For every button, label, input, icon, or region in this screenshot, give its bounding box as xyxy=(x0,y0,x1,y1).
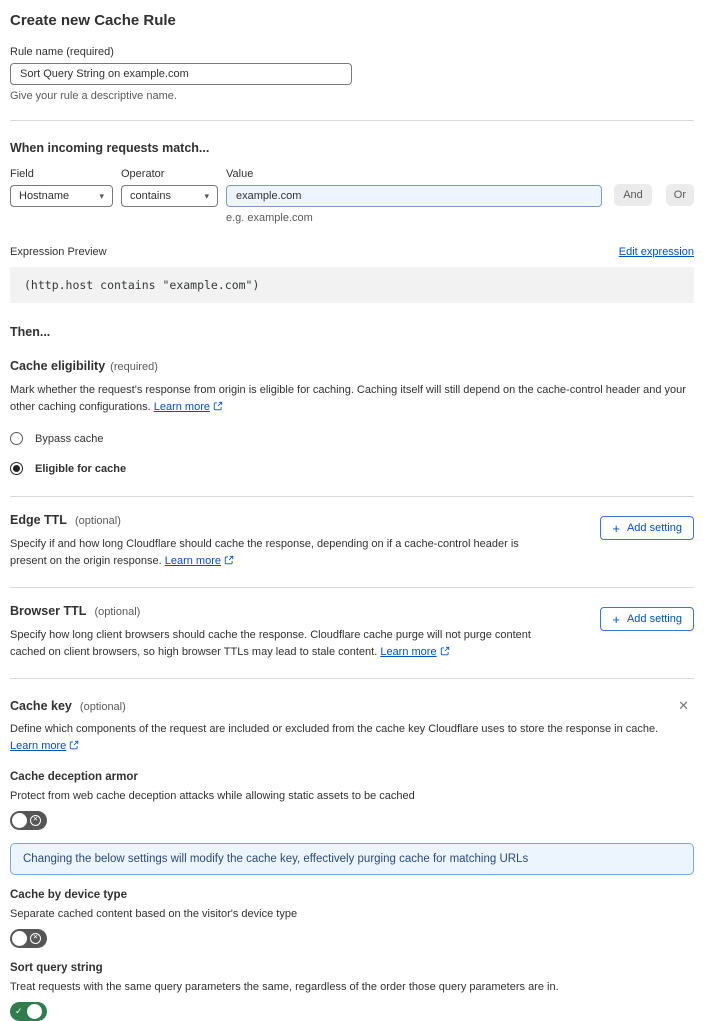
edit-expression-link[interactable]: Edit expression xyxy=(618,246,694,258)
browser-ttl-description xyxy=(10,627,555,660)
expression-header xyxy=(10,246,694,258)
browser-ttl-learn-more-link[interactable] xyxy=(380,646,449,658)
divider xyxy=(10,678,694,679)
browser-ttl-add-setting-button[interactable] xyxy=(600,607,694,631)
cache-key-description xyxy=(10,721,694,754)
rule-name-group xyxy=(10,46,694,102)
chevron-down-icon: ▾ xyxy=(204,190,209,201)
cache-eligibility-description xyxy=(10,382,694,415)
divider xyxy=(10,496,694,497)
toggle-x-icon: ✕ xyxy=(30,933,41,944)
learn-more-label: Learn more xyxy=(380,645,437,658)
browser-ttl-heading: Browser TTL xyxy=(10,604,87,618)
toggle-check-icon: ✓ xyxy=(15,1006,23,1016)
page-title: Create new Cache Rule xyxy=(10,12,176,29)
radio-eligible-for-cache-label: Eligible for cache xyxy=(35,462,127,475)
field-select[interactable] xyxy=(10,185,113,207)
browser-ttl-heading-row xyxy=(10,604,555,618)
edge-ttl-text xyxy=(10,513,600,569)
operator-select-value: contains xyxy=(130,190,171,202)
operator-column xyxy=(121,168,218,207)
divider xyxy=(10,120,694,121)
sort-query-string-description: Treat requests with the same query parameters the same, regardless of the order those query parameters are in. xyxy=(10,981,559,993)
expression-code-box: (http.host contains "example.com") xyxy=(10,267,694,303)
browser-ttl-section xyxy=(10,604,694,660)
toggle-knob xyxy=(27,1004,42,1019)
chevron-down-icon: ▾ xyxy=(99,190,104,201)
cache-key-heading: Cache key xyxy=(10,699,72,713)
edge-ttl-heading: Edge TTL xyxy=(10,513,67,527)
edge-ttl-description-text: Specify if and how long Cloudflare should cache the response, depending on if a cache-control header is present on the origin response. xyxy=(10,538,519,567)
cache-by-device-type-description: Separate cached content based on the visitor's device type xyxy=(10,908,298,920)
field-label: Field xyxy=(10,168,34,180)
match-heading: When incoming requests match... xyxy=(10,141,210,155)
add-setting-label: Add setting xyxy=(626,522,682,534)
cache-key-qualifier: (optional) xyxy=(79,701,126,713)
cache-key-heading-row xyxy=(10,699,694,713)
cache-deception-armor-toggle[interactable] xyxy=(10,811,47,830)
operator-label: Operator xyxy=(121,168,165,180)
external-link-icon xyxy=(213,401,223,411)
edge-ttl-heading-row xyxy=(10,513,555,527)
browser-ttl-text xyxy=(10,604,600,660)
value-input[interactable] xyxy=(226,185,602,207)
cache-key-notice-banner: Changing the below settings will modify the cache key, effectively purging cache for matching URLs xyxy=(10,843,694,875)
and-button[interactable]: And xyxy=(614,184,652,206)
learn-more-label: Learn more xyxy=(164,554,221,567)
cache-by-device-type-toggle[interactable] xyxy=(10,929,47,948)
external-link-icon xyxy=(440,646,450,656)
radio-bypass-cache[interactable] xyxy=(10,432,694,445)
then-heading: Then... xyxy=(10,325,51,339)
value-label: Value xyxy=(226,168,254,180)
edge-ttl-description xyxy=(10,536,555,569)
learn-more-label: Learn more xyxy=(10,739,67,752)
edge-ttl-section xyxy=(10,513,694,569)
toggle-knob xyxy=(12,931,27,946)
toggle-x-icon: ✕ xyxy=(30,815,41,826)
expression-preview-label: Expression Preview xyxy=(10,246,107,258)
external-link-icon xyxy=(224,555,234,565)
cache-eligibility-qualifier: (required) xyxy=(110,361,158,373)
or-button[interactable]: Or xyxy=(666,184,694,206)
edge-ttl-qualifier: (optional) xyxy=(75,515,121,527)
cache-deception-armor-heading: Cache deception armor xyxy=(10,771,138,783)
field-column xyxy=(10,168,113,207)
operator-select[interactable] xyxy=(121,185,218,207)
cache-key-learn-more-link[interactable] xyxy=(10,740,79,752)
value-helper: e.g. example.com xyxy=(226,212,313,224)
toggle-knob xyxy=(12,813,27,828)
cache-deception-armor-description: Protect from web cache deception attacks while allowing static assets to be cached xyxy=(10,790,415,802)
close-icon[interactable]: ✕ xyxy=(678,698,689,713)
cache-by-device-type-heading: Cache by device type xyxy=(10,889,127,901)
cache-eligibility-heading: Cache eligibility xyxy=(10,359,106,373)
radio-eligible-for-cache[interactable] xyxy=(10,462,694,475)
field-select-value: Hostname xyxy=(19,190,70,202)
value-column xyxy=(226,168,602,224)
browser-ttl-qualifier: (optional) xyxy=(94,606,141,618)
match-builder-row xyxy=(10,168,694,224)
logic-buttons xyxy=(614,168,694,206)
browser-ttl-description-text: Specify how long client browsers should cache the response. Cloudflare cache purge will not purge content cached on client browsers, so high browser TTLs may lead to stale content. xyxy=(10,629,531,658)
cache-key-description-text: Define which components of the request are included or excluded from the cache key Cloudflare uses to store the response in cache. xyxy=(10,723,659,735)
learn-more-label: Learn more xyxy=(153,400,210,413)
radio-bypass-cache-label: Bypass cache xyxy=(35,432,104,445)
plus-icon: + xyxy=(612,520,620,536)
external-link-icon xyxy=(69,740,79,750)
edge-ttl-learn-more-link[interactable] xyxy=(165,555,234,567)
radio-circle-checked[interactable] xyxy=(10,462,23,475)
cache-eligibility-learn-more-link[interactable] xyxy=(154,401,223,413)
cache-eligibility-description-text: Mark whether the request's response from origin is eligible for caching. Caching itself will still depend on the cache-control header and your other caching configurations. xyxy=(10,384,686,413)
cache-eligibility-heading-row xyxy=(10,359,694,373)
rule-name-helper: Give your rule a descriptive name. xyxy=(10,90,177,102)
cache-key-section xyxy=(10,699,694,1021)
edge-ttl-add-setting-button[interactable] xyxy=(600,516,694,540)
sort-query-string-toggle[interactable] xyxy=(10,1002,47,1021)
sort-query-string-heading: Sort query string xyxy=(10,962,103,974)
add-setting-label: Add setting xyxy=(626,613,682,625)
radio-circle[interactable] xyxy=(10,432,23,445)
plus-icon: + xyxy=(612,611,620,627)
divider xyxy=(10,587,694,588)
rule-name-label: Rule name (required) xyxy=(10,46,114,58)
rule-name-input[interactable] xyxy=(10,63,352,85)
